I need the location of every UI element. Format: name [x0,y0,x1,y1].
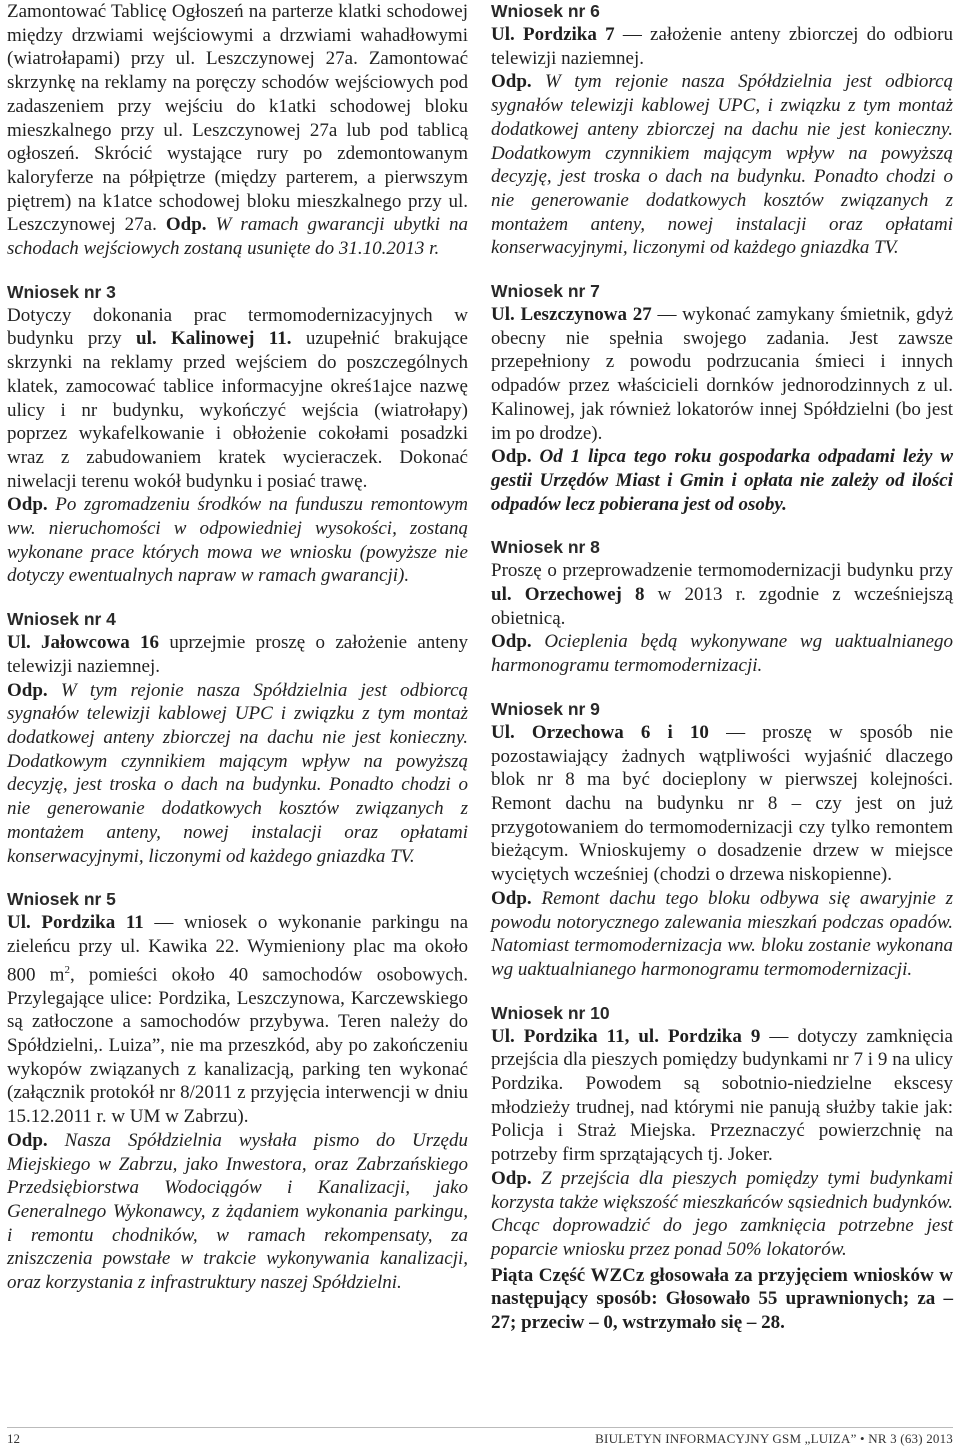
answer-text: Remont dachu tego bloku odbywa się awaryjnie z powodu notorycznego zalewania mieszkań podczas opadów. Natomiast termomodernizacja ww. bloku zostanie wykonana wg uaktualnianego harmonogramu termomodernizacji. [491,887,953,980]
wniosek-5-text [7,911,468,1129]
wniosek-6-body: — założenie anteny zbiorczej do odbioru telewizji naziemnej. [491,24,954,69]
wniosek-3-body: uzupełnić brakujące skrzynki na reklamy przed wejściem do poszczególnych klatek, zamocować tablice informacyjne okreś1ajce nazwę ulicy i nr budynku, wykończyć wejścia (wiatrołapy) poprzez wykafelkowanie i obłożenie cokołami posadzki wraz z zabudowaniem kratek wycieraczek. Dokonać niwelacji terenu wokół budynku i posiać trawę. [7,328,468,492]
wniosek-7-body: — wykonać zamykany śmietnik, gdyż obecny nie spełnia swojego zadania. Jest zawsze przepełniony z powodu podrzucania śmieci i innych odpadów przez właścicieli dornków jednorodzinnych z ul. Kalinowej, jak również lokatorów innej Spółdzielni (bo jest im po drodze). [491,304,954,444]
heading-wniosek-7: Wniosek nr 7 [491,281,600,302]
wniosek-6-text [491,23,953,70]
street-name: ul. Kalinowej 11. [136,328,292,350]
street-name: Ul. Orzechowa 6 i 10 [491,721,709,743]
wniosek-5-body-b: , pomieści około 40 samochodów osobowych. Przylegające ulice: Pordzika, Leszczynowa, Karczewskiego są zatłoczone a samochodów przybywa. Teren należy do Spółdzielni,. Luiza”, nie ma przeszkód, aby po zakończeniu wykopów związanych z kanalizacją, parking ten wykonać (załącznik protokół nr 8/2011 z przyjęcia interwencji w dniu 15.12.2011 r. w UM w Zabrzu). [7,963,468,1128]
wniosek-10-text [491,1025,953,1167]
wniosek-10-body: — dotyczy zamknięcia przejścia dla pieszych pomiędzy budynkami nr 7 i 9 na ulicy Pordzika. Powodem są sobotnio-niedzielne ekscesy młodzieży trudnej, nad którymi nie panują służby takie jak: Policja i Straż Miejska. Przeznaczyć powierzchnię na potrzeby firm sprzątających tj. Joker. [491,1025,953,1166]
page-footer [7,1427,953,1446]
answer-text: Po zgromadzeniu środków na funduszu remontowym ww. nieruchomości w odpowiedniej wysokości, zostaną wykonane prace których mowa we wniosku (powyższe nie dotyczy ewentualnych napraw w ramach gwarancji). [7,494,468,587]
street-name: Ul. Jałowcowa 16 [7,632,160,654]
superscript: 2 [64,963,70,976]
street-name: Ul. Leszczynowa 27 [491,304,652,326]
answer-label: Odp. [7,679,48,701]
answer-label: Odp. [7,1129,48,1151]
answer-label: Odp. [491,631,532,653]
heading-wniosek-3: Wniosek nr 3 [7,281,116,302]
answer-label: Odp. [491,1167,532,1189]
street-name: Ul. Pordzika 11 [7,912,144,934]
intro-paragraph [7,0,468,261]
heading-wniosek-9: Wniosek nr 9 [491,698,600,719]
answer-text: Ocieplenia będą wykonywane wg uaktualnianego harmonogramu termomodernizacji. [491,631,953,677]
wniosek-3-intro: Dotyczy dokonania prac termomodernizacyjnych w budynku przy [7,304,468,350]
wniosek-3-answer [7,493,468,588]
wniosek-3-text [7,304,468,494]
wniosek-8-body: w 2013 r. zgodnie z wcześniejszą obietnicą. [491,584,954,629]
wniosek-7-text [491,303,953,445]
answer-text: W ramach gwarancji ubytki na schodach wejściowych zostaną usunięte do 31.10.2013 r. [7,214,468,260]
heading-wniosek-8: Wniosek nr 8 [491,537,600,558]
heading-wniosek-4: Wniosek nr 4 [7,609,116,630]
wniosek-5-body-a: — wniosek o wykonanie parkingu na zieleńcu przy ul. Kawika 22. Wymieniony plac ma około 800 m [7,912,468,985]
wniosek-10-answer [491,1167,953,1262]
heading-wniosek-10: Wniosek nr 10 [491,1002,610,1023]
intro-text: Zamontować Tablicę Ogłoszeń na parterze klatki schodowej między drzwiami wejściowymi a drzwiami wahadłowymi (wiatrołapami) przy ul. Leszczynowej 27a. Zamontować skrzynkę na reklamy na poręczy schodów wejściowych pod zadaszeniem przy wejściu do k1atki schodowej bloku mieszkalnego przy ul. Leszczynowej 27a lub pod tablicą ogłoszeń. Skrócić wystające rury po zdemontowanym kaloryferze na półpiętrze (między parterem, a pierwszym piętrem) na k1atce schodowej bloku mieszkalnego przy ul. Leszczynowej 27a. [7,1,468,236]
answer-label: Odp. [7,494,48,516]
vote-summary: Piąta Część WZCz głosowała za przyjęciem wniosków w następujący sposób: Głosowało 55 uprawnionych; za – 27; przeciw – 0, wstrzymało się – 28. [491,1264,953,1334]
street-name: Ul. Pordzika 7 [491,24,615,45]
wniosek-4-text [7,631,468,678]
wniosek-9-text [491,721,953,887]
publication-title: BIULETYN INFORMACYJNY GSM „LUIZA” • NR 3 (63) 2013 [595,1431,953,1446]
right-column [491,0,953,1335]
answer-text: Nasza Spółdzielnia wysłała pismo do Urzędu Miejskiego w Zabrzu, jako Inwestora, oraz Zabrzańskiego Przedsiębiorstwa Wodociągów i Kanalizacji, jako Generalnego Wykonawcy, z żądaniem wykonania parkingu, i remontu chodników, w ramach rekompensaty, za zniszczenia powstałe w trakcie wykonywania kanalizacji, oraz korzystania z infrastruktury naszej Spółdzielni. [7,1129,468,1294]
wniosek-6-answer [491,70,953,260]
wniosek-9-answer [491,887,953,982]
answer-text: Od 1 lipca tego roku gospodarka odpadami leży w gestii Urzędów Miast i Gmin i opłata nie zależy od ilości odpadów lecz pobierana jest od osoby. [491,446,953,515]
answer-label: Odp. [491,71,532,93]
wniosek-9-body: — proszę w sposób nie pozostawiający żadnych wątpliwości wyjaśnić dlaczego blok nr 8 ma być docieplony w pierwszej kolejności. Remont dachu na budynku nr 8 – czy jest on już przygotowaniem do termomodernizacji czy tylko remontem bieżącym. Wnioskujemy o dosadzenie drzew w miejsce wyciętych wcześniej (chodzi o drzewa niskopienne). [491,721,954,886]
page-number: 12 [7,1431,20,1446]
wniosek-8-text [491,559,953,630]
wniosek-8-answer [491,630,953,677]
answer-text: Z przejścia dla pieszych pomiędzy tymi budynkami korzysta także większość mieszkańców sąsiednich budynków. Chcąc doprowadzić do jego zamknięcia potrzebne jest poparcie wniosku przez ponad 50% lokatorów. [491,1167,954,1260]
wniosek-5-answer [7,1129,468,1295]
answer-text: W tym rejonie nasza Spółdzielnia jest odbiorcą sygnałów telewizji kablowej UPC, i związku z tym montaż dodatkowej anteny zbiorczej na dachu nie jest konieczny. Dodatkowym czynnikiem mającym wpływ na powyższą decyzję, jest troska o dach na budynku. Ponadto chodzi o nie generowanie dodatkowych kosztów związanych z montażem anteny, nowej instalacji oraz opłatami konserwacyjnymi, liczonymi od każdego gniazdka TV. [491,71,954,259]
answer-label: Odp. [491,887,532,909]
wniosek-4-body: uprzejmie proszę o założenie anteny telewizji naziemnej. [7,632,469,677]
wniosek-7-answer [491,445,953,516]
left-column [7,0,468,1295]
street-name: Ul. Pordzika 11, ul. Pordzika 9 [491,1025,761,1047]
heading-wniosek-6: Wniosek nr 6 [491,1,600,21]
answer-text: W tym rejonie nasza Spółdzielnia jest odbiorcą sygnałów telewizji kablowej UPC i związku z tym montaż dodatkowej anteny zbiorczej na dachu nie jest konieczny. Dodatkowym czynnikiem mającym wpływ na powyższą decyzję, jest troska o dach na budynku. Ponadto chodzi o nie generowanie dodatkowych kosztów związanych z montażem anteny, nowej instalacji oraz opłatami konserwacyjnymi, liczonymi od każdego gniazdka TV. [7,679,469,867]
street-name: ul. Orzechowej 8 [491,584,645,606]
wniosek-4-answer [7,679,468,869]
answer-label: Odp. [491,446,532,468]
wniosek-8-intro: Proszę o przeprowadzenie termomodernizacji budynku przy [491,560,953,582]
answer-label: Odp. [165,214,207,236]
heading-wniosek-5: Wniosek nr 5 [7,889,116,910]
